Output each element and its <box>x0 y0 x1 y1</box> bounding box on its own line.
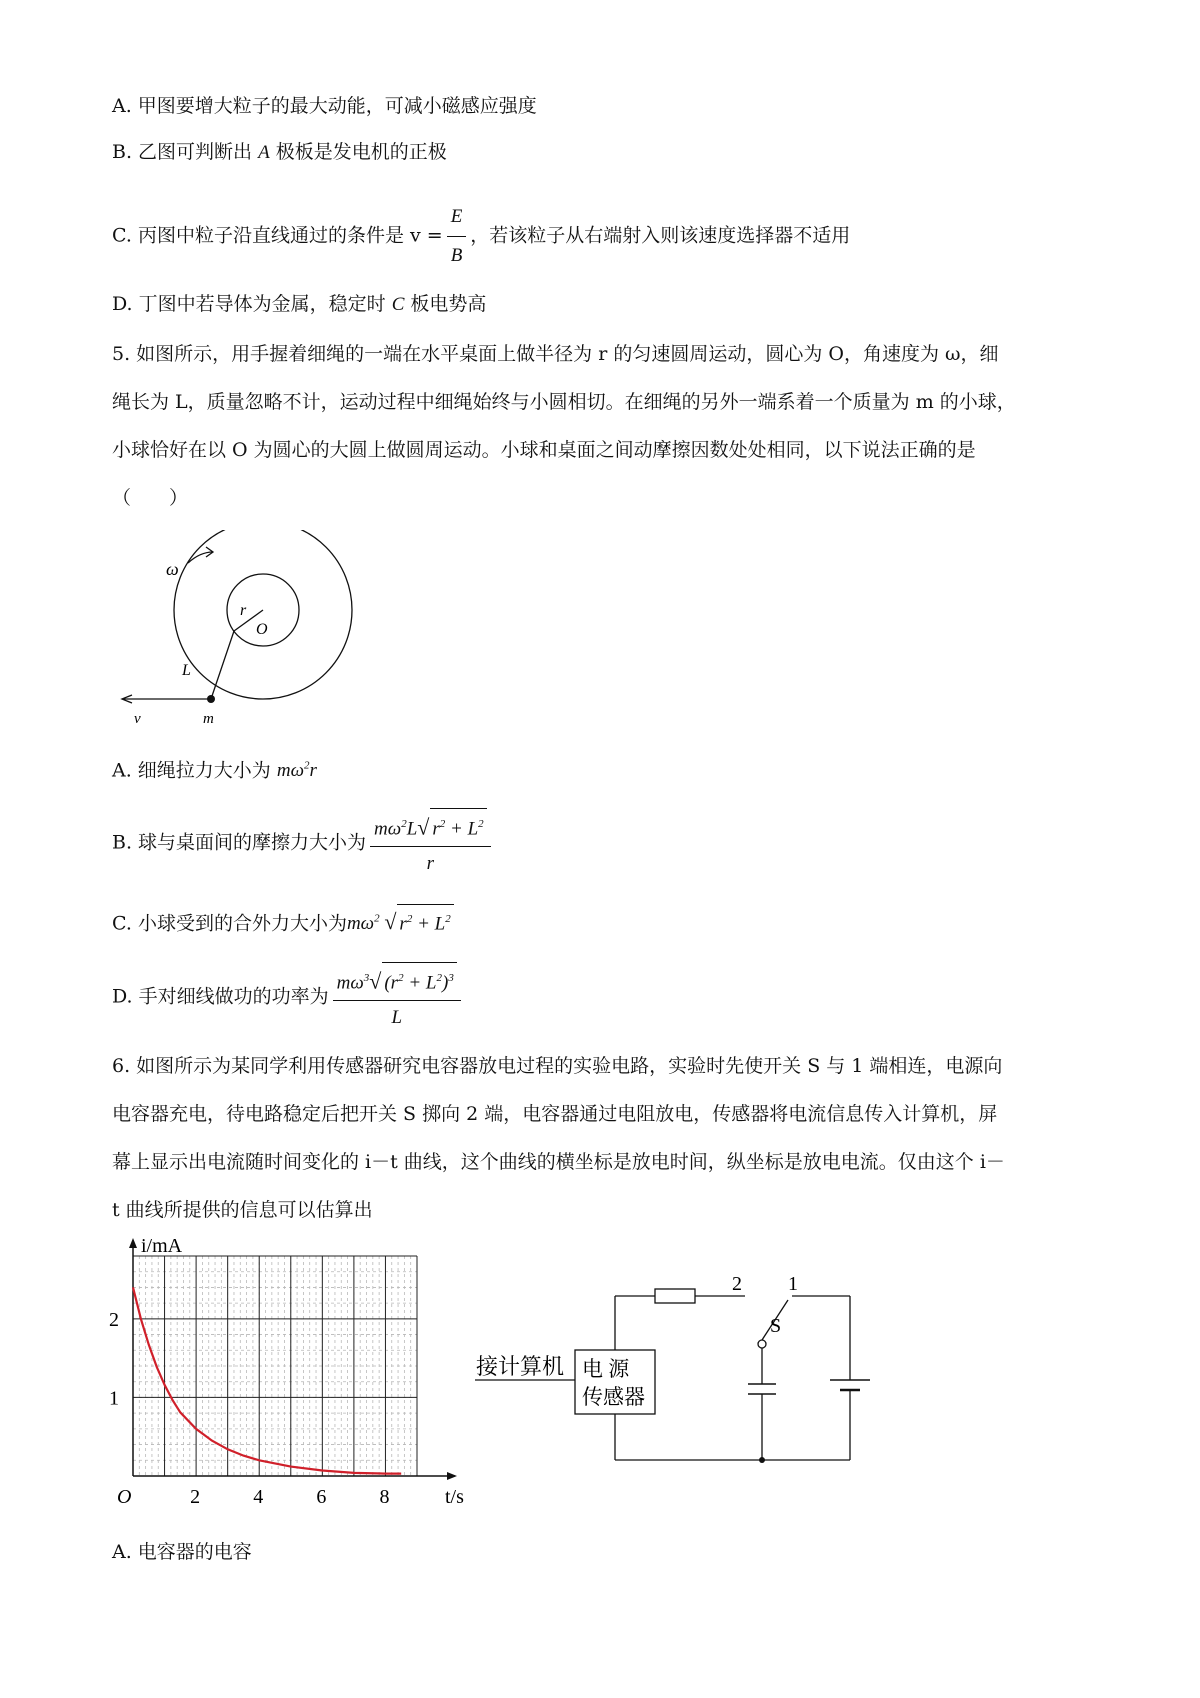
q5-option-a <box>112 752 317 785</box>
q5-option-d-text: D. 手对细线做功的功率为 <box>112 985 329 1008</box>
q5-line-2: 绳长为 L，质量忽略不计，运动过程中细绳始终与小圆相切。在细绳的另外一端系着一个质量为 m 的小球， <box>112 391 1016 413</box>
q4-option-d-post: 板电势高 <box>404 293 487 315</box>
m-label: m <box>203 711 214 727</box>
q4-option-c-post: ，若该粒子从右端射入则该速度选择器不适用 <box>470 224 851 247</box>
q5-option-b-text: B. 球与桌面间的摩擦力大小为 <box>112 831 367 854</box>
q4-option-a: A. 甲图要增大粒子的最大动能，可减小磁感应强度 <box>112 95 537 117</box>
q5-line-1: 5. 如图所示，用手握着细绳的一端在水平桌面上做半径为 r 的匀速圆周运动，圆心为 O，角速度为 ω，细 <box>112 343 999 365</box>
o-label: O <box>256 621 268 638</box>
chart-grid-fine <box>133 1256 417 1476</box>
v-label: v <box>134 711 141 727</box>
q5-option-c <box>112 904 454 938</box>
y-axis-arrow <box>129 1238 137 1248</box>
x-tick-label: 6 <box>316 1486 327 1508</box>
q5-option-a-formula: $m\omega^2r$ <box>276 760 317 782</box>
x-axis-arrow <box>447 1472 457 1480</box>
y-axis-label: i/mA <box>141 1235 183 1257</box>
q5-option-a-text: A. 细绳拉力大小为 <box>112 759 271 782</box>
q4-option-b <box>112 138 447 167</box>
x-tick-label: 8 <box>379 1486 390 1508</box>
terminal-2-label: 2 <box>732 1273 742 1295</box>
sensor-label-line2: 传感器 <box>582 1385 645 1409</box>
q4-option-c-denominator: B <box>450 245 463 266</box>
q4-option-c <box>112 200 850 273</box>
q5-circle-figure <box>110 530 380 730</box>
y-tick-label: 1 <box>109 1387 119 1410</box>
origin-label: O <box>117 1486 132 1508</box>
q4-option-b-var: A <box>258 142 270 163</box>
computer-label: 接计算机 <box>476 1354 565 1379</box>
omega-label: ω <box>166 559 179 579</box>
q4-option-c-pre: C. 丙图中粒子沿直线通过的条件是 v = <box>112 224 443 247</box>
q5-option-d-formula: $\frac{m\omega^3√ (r^2 + L^2)^3}{L}$ <box>333 962 461 1033</box>
switch-pivot <box>758 1340 766 1348</box>
q6-line-1: 6. 如图所示为某同学利用传感器研究电容器放电过程的实验电路，实验时先使开关 S 与 1 端相连，电源向 <box>112 1055 1003 1077</box>
x-tick-label: 4 <box>253 1486 264 1508</box>
q4-option-d-var: C <box>391 294 405 315</box>
q5-answer-bracket: （ ） <box>112 487 189 509</box>
junction-dot <box>759 1457 765 1463</box>
q4-option-b-pre: B. 乙图可判断出 <box>112 141 259 163</box>
q5-option-c-formula: $m\omega^2$ √ $r^2 + L^2$ <box>347 913 454 934</box>
q4-option-d-pre: D. 丁图中若导体为金属，稳定时 <box>112 293 392 315</box>
q5-option-c-text: C. 小球受到的合外力大小为 <box>112 912 347 935</box>
r-label: r <box>240 602 247 619</box>
sensor-label-line1: 电 源 <box>582 1357 630 1381</box>
terminal-1-label: 1 <box>788 1273 798 1295</box>
q5-option-b <box>112 808 495 879</box>
x-axis-label: t/s <box>445 1486 464 1508</box>
resistor <box>655 1289 695 1303</box>
circuit-diagram <box>470 1260 890 1490</box>
q6-line-4: t 曲线所提供的信息可以估算出 <box>112 1199 373 1221</box>
q6-option-a: A. 电容器的电容 <box>112 1541 252 1563</box>
q4-option-d <box>112 290 486 319</box>
discharge-curve <box>133 1287 401 1473</box>
q5-line-3: 小球恰好在以 O 为圆心的大圆上做圆周运动。小球和桌面之间动摩擦因数处处相同，以下说法正确的是 <box>112 439 976 461</box>
it-chart <box>105 1230 475 1510</box>
q4-option-c-numerator: E <box>447 200 467 237</box>
q6-line-2: 电容器充电，待电路稳定后把开关 S 掷向 2 端，电容器通过电阻放电，传感器将电流信息传入计算机，屏 <box>112 1103 998 1125</box>
q4-option-b-post: 极板是发电机的正极 <box>269 141 447 163</box>
q4-option-c-fraction <box>447 200 467 273</box>
x-tick-label: 2 <box>190 1486 201 1508</box>
l-label: L <box>182 662 191 679</box>
outer-circle <box>174 530 352 699</box>
q5-option-b-formula: $\frac{m\omega^2L√ r^2 + L^2}{r}$ <box>370 808 491 879</box>
q5-option-d <box>112 962 465 1033</box>
y-tick-label: 2 <box>109 1308 119 1331</box>
switch-label: S <box>770 1315 782 1337</box>
q6-line-3: 幕上显示出电流随时间变化的 i－t 曲线，这个曲线的横坐标是放电时间，纵坐标是放电电流。仅由这个 i－ <box>112 1151 1005 1173</box>
